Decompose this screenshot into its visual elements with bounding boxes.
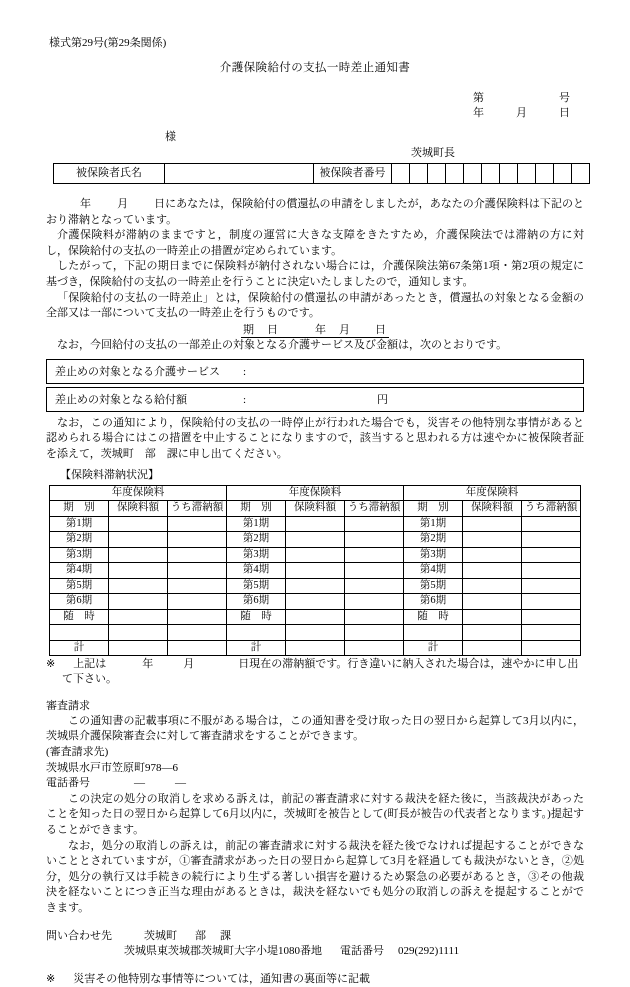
contact-dept: 部 bbox=[195, 929, 206, 942]
suspended-amount-box bbox=[46, 387, 584, 412]
suspended-service-box bbox=[46, 359, 584, 384]
arrears-amount-cell[interactable] bbox=[463, 532, 522, 548]
arrears-unpaid-cell[interactable] bbox=[522, 578, 581, 594]
note-star-mark: ※ bbox=[46, 658, 56, 671]
arrears-total-label: 計 bbox=[50, 640, 109, 656]
arrears-amount-cell[interactable] bbox=[463, 625, 522, 641]
arrears-period-label: 第5期 bbox=[404, 578, 463, 594]
table-row bbox=[50, 609, 581, 625]
suspended-service-colon: : bbox=[243, 365, 247, 378]
arrears-unpaid-cell[interactable] bbox=[522, 625, 581, 641]
deadline-line bbox=[46, 323, 584, 338]
insured-number-cell[interactable] bbox=[410, 164, 428, 184]
arrears-unpaid-cell[interactable] bbox=[168, 532, 227, 548]
arrears-unpaid-cell[interactable] bbox=[345, 609, 404, 625]
arrears-total-unpaid-cell[interactable] bbox=[522, 640, 581, 656]
arrears-unpaid-cell[interactable] bbox=[345, 625, 404, 641]
arrears-amount-cell[interactable] bbox=[463, 578, 522, 594]
arrears-period-label: 随 時 bbox=[404, 609, 463, 625]
suspended-amount-colon: : bbox=[243, 393, 247, 406]
issuer-name: 茨城町長 bbox=[411, 147, 455, 160]
arrears-amount-cell[interactable] bbox=[286, 594, 345, 610]
arrears-total-amount-cell[interactable] bbox=[286, 640, 345, 656]
arrears-amount-cell[interactable] bbox=[463, 547, 522, 563]
form-number: 様式第29号(第29条関係) bbox=[49, 37, 167, 49]
arrears-amount-cell[interactable] bbox=[109, 594, 168, 610]
arrears-period-label: 第6期 bbox=[50, 594, 109, 610]
arrears-period-label: 第1期 bbox=[404, 516, 463, 532]
addressee-suffix: 様 bbox=[165, 131, 176, 144]
arrears-period-label: 第1期 bbox=[50, 516, 109, 532]
p1-year: 年 bbox=[80, 198, 92, 211]
contact-line-2 bbox=[124, 944, 584, 959]
arrears-unpaid-cell[interactable] bbox=[168, 547, 227, 563]
arrears-unpaid-cell[interactable] bbox=[345, 516, 404, 532]
arrears-total-unpaid-cell[interactable] bbox=[168, 640, 227, 656]
appeal-heading: 審査請求 bbox=[46, 699, 90, 712]
arrears-unpaid-cell[interactable] bbox=[345, 547, 404, 563]
body-paragraph-5: なお，今回給付の支払の一部差止の対象となる介護サービス及び金額は，次のとおりです。 bbox=[57, 339, 508, 352]
arrears-period-label: 随 時 bbox=[227, 609, 286, 625]
arrears-amount-cell[interactable] bbox=[463, 609, 522, 625]
arrears-unpaid-cell[interactable] bbox=[168, 609, 227, 625]
arrears-amount-cell[interactable] bbox=[109, 563, 168, 579]
insured-number-cell[interactable] bbox=[446, 164, 464, 184]
arrears-col-unpaid: うち滞納額 bbox=[522, 501, 581, 517]
arrears-amount-cell[interactable] bbox=[286, 563, 345, 579]
note-prefix: 上記は bbox=[73, 658, 107, 671]
arrears-unpaid-cell[interactable] bbox=[168, 625, 227, 641]
table-row bbox=[50, 547, 581, 563]
arrears-amount-cell[interactable] bbox=[463, 594, 522, 610]
table-row-column-header bbox=[50, 501, 581, 517]
doc-date-day: 日 bbox=[559, 107, 570, 120]
arrears-col-period: 期 別 bbox=[227, 501, 286, 517]
arrears-amount-cell[interactable] bbox=[109, 532, 168, 548]
arrears-unpaid-cell[interactable] bbox=[168, 516, 227, 532]
contact-label: 問い合わせ先 bbox=[46, 929, 112, 942]
arrears-period-label: 第5期 bbox=[50, 578, 109, 594]
arrears-unpaid-cell[interactable] bbox=[168, 563, 227, 579]
doc-date-year: 年 bbox=[473, 107, 484, 120]
body-paragraph-3: したがって，下記の期日までに保険料が納付されない場合には，介護保険法第67条第1項・第2項の規定に基づき，保険給付の支払の一時差止を行うことに決定いたしましたので，通知します。 bbox=[46, 260, 584, 289]
arrears-unpaid-cell[interactable] bbox=[345, 563, 404, 579]
table-row-total bbox=[50, 640, 581, 656]
body-paragraph-1 bbox=[46, 197, 584, 228]
arrears-period-label[interactable] bbox=[50, 625, 109, 641]
addressee-row bbox=[46, 130, 584, 146]
arrears-table bbox=[49, 485, 581, 657]
arrears-period-label: 第2期 bbox=[404, 532, 463, 548]
arrears-total-label: 計 bbox=[404, 640, 463, 656]
arrears-period-label: 随 時 bbox=[50, 609, 109, 625]
arrears-period-label: 第1期 bbox=[227, 516, 286, 532]
arrears-period-label: 第3期 bbox=[404, 547, 463, 563]
arrears-section-title: 【保険料滞納状況】 bbox=[60, 468, 159, 481]
arrears-col-amount: 保険料額 bbox=[286, 501, 345, 517]
insured-person-table bbox=[53, 163, 590, 184]
arrears-unpaid-cell[interactable] bbox=[345, 594, 404, 610]
note-month: 月 bbox=[183, 658, 195, 671]
arrears-amount-cell[interactable] bbox=[109, 516, 168, 532]
arrears-amount-cell[interactable] bbox=[109, 609, 168, 625]
arrears-unpaid-cell[interactable] bbox=[168, 594, 227, 610]
document-date-row bbox=[46, 106, 584, 121]
insured-number-cell[interactable] bbox=[572, 164, 590, 184]
arrears-note-line2: て下さい。 bbox=[62, 673, 117, 686]
body-paragraph-4: 「保険給付の支払の一時差止」とは，保険給付の償還払の申請があったとき，償還払の対象となる金額の全部又は一部について支払の一時差止を行うものです。 bbox=[46, 291, 584, 320]
body-text-block bbox=[46, 197, 584, 354]
issuer-row bbox=[46, 146, 584, 161]
arrears-amount-cell[interactable] bbox=[286, 609, 345, 625]
doc-date-month: 月 bbox=[516, 107, 527, 120]
footer-note-text: 災害その他特別な事情等については，通知書の裏面等に記載 bbox=[73, 972, 370, 985]
arrears-total-label: 計 bbox=[227, 640, 286, 656]
arrears-amount-cell[interactable] bbox=[109, 547, 168, 563]
arrears-group-header: 年度保険料 bbox=[50, 485, 227, 501]
arrears-total-amount-cell[interactable] bbox=[463, 640, 522, 656]
insured-number-cell[interactable] bbox=[428, 164, 446, 184]
table-row bbox=[50, 578, 581, 594]
arrears-col-unpaid: うち滞納額 bbox=[168, 501, 227, 517]
appeal-destination-tel bbox=[46, 776, 584, 792]
insured-name-value[interactable] bbox=[165, 164, 314, 184]
suspended-amount-unit: 円 bbox=[377, 393, 388, 406]
p1-month: 月 bbox=[117, 198, 129, 211]
insured-number-cell[interactable] bbox=[554, 164, 572, 184]
arrears-note bbox=[46, 657, 584, 672]
appeal-destination-address: 茨城県水戸市笠原町978—6 bbox=[46, 761, 178, 774]
arrears-unpaid-cell[interactable] bbox=[345, 532, 404, 548]
body-paragraph-6: なお，この通知により，保険給付の支払の一時停止が行われた場合でも，災害その他特別な事情があると認められる場合にはこの措置を中止することになりますので，該当すると思われる方は速やかに被保険者証を添えて，茨城町 部 課に申し出てください。 bbox=[46, 416, 584, 460]
arrears-col-amount: 保険料額 bbox=[463, 501, 522, 517]
arrears-amount-cell[interactable] bbox=[286, 547, 345, 563]
arrears-amount-cell[interactable] bbox=[463, 516, 522, 532]
arrears-unpaid-cell[interactable] bbox=[522, 563, 581, 579]
arrears-unpaid-cell[interactable] bbox=[522, 516, 581, 532]
arrears-col-period: 期 別 bbox=[50, 501, 109, 517]
contact-line-1 bbox=[46, 929, 584, 944]
arrears-group-header: 年度保険料 bbox=[404, 485, 581, 501]
contact-tel-value: 029(292)1111 bbox=[398, 944, 460, 957]
insured-number-cell[interactable] bbox=[518, 164, 536, 184]
arrears-period-label: 第4期 bbox=[404, 563, 463, 579]
insured-number-cell[interactable] bbox=[482, 164, 500, 184]
doc-number-unit: 号 bbox=[559, 92, 570, 105]
insured-number-cell[interactable] bbox=[392, 164, 410, 184]
arrears-period-label: 第3期 bbox=[50, 547, 109, 563]
arrears-period-label: 第4期 bbox=[227, 563, 286, 579]
note-year: 年 bbox=[142, 658, 154, 671]
arrears-period-label: 第4期 bbox=[50, 563, 109, 579]
deadline-label: 期 日 年 月 日 bbox=[243, 323, 387, 336]
arrears-total-amount-cell[interactable] bbox=[109, 640, 168, 656]
body-paragraph-2: 介護保険料が滞納のままですと，制度の運営に大きな支障をきたすため，介護保険法では滞納の方に対し，保険給付の支払の一時差止の措置が定められています。 bbox=[46, 229, 584, 257]
table-row-group-header bbox=[50, 485, 581, 501]
document-title: 介護保険給付の支払一時差止通知書 bbox=[219, 62, 411, 75]
arrears-amount-cell[interactable] bbox=[109, 578, 168, 594]
arrears-amount-cell[interactable] bbox=[286, 625, 345, 641]
arrears-unpaid-cell[interactable] bbox=[522, 532, 581, 548]
arrears-period-label: 第6期 bbox=[227, 594, 286, 610]
table-row bbox=[50, 594, 581, 610]
appeal-paragraph-1: この通知書の記載事項に不服がある場合は，この通知書を受け取った日の翌日から起算して3月以内に，茨城県介護保険審査会に対して審査請求をすることができます。 bbox=[46, 714, 584, 743]
table-row bbox=[50, 563, 581, 579]
arrears-period-label[interactable] bbox=[404, 625, 463, 641]
footer-note bbox=[46, 972, 584, 987]
document-number-row bbox=[46, 91, 584, 106]
arrears-period-label: 第3期 bbox=[227, 547, 286, 563]
insured-number-label: 被保険者番号 bbox=[314, 164, 392, 184]
arrears-unpaid-cell[interactable] bbox=[168, 578, 227, 594]
table-row bbox=[54, 164, 590, 184]
insured-number-cell[interactable] bbox=[536, 164, 554, 184]
appeal-paragraph-3: なお，処分の取消しの訴えは，前記の審査請求に対する裁決を経た後でなければ提起することができないこととされていますが，①審査請求があった日の翌日から起算して3月を経過しても裁決がないとき，②処分，処分の執行又は手続きの続行により生ずる著しい損害を避けるため緊急の必要があるとき，③その他裁決を経ないことにつき正当な理由があるときは，裁決を経ないでも処分の取消しの訴えを提起することができます。 bbox=[46, 839, 584, 915]
appeal-destination-heading: (審査請求先) bbox=[46, 745, 109, 758]
tel-dash-1: — bbox=[134, 777, 145, 790]
arrears-amount-cell[interactable] bbox=[286, 532, 345, 548]
arrears-unpaid-cell[interactable] bbox=[522, 594, 581, 610]
suspended-service-label: 差止めの対象となる介護サービス bbox=[55, 365, 220, 378]
tel-label: 電話番号 bbox=[46, 777, 90, 790]
arrears-amount-cell[interactable] bbox=[463, 563, 522, 579]
tel-dash-2: — bbox=[175, 777, 186, 790]
insured-name-label: 被保険者氏名 bbox=[54, 164, 165, 184]
arrears-col-unpaid: うち滞納額 bbox=[345, 501, 404, 517]
arrears-unpaid-cell[interactable] bbox=[522, 547, 581, 563]
table-row bbox=[50, 516, 581, 532]
note-suffix: 日現在の滞納額です。行き違いに納入された場合は，速やかに申し出 bbox=[238, 658, 579, 671]
table-row-blank bbox=[50, 625, 581, 641]
table-row bbox=[50, 532, 581, 548]
arrears-group-header: 年度保険料 bbox=[227, 485, 404, 501]
arrears-col-period: 期 別 bbox=[404, 501, 463, 517]
arrears-amount-cell[interactable] bbox=[109, 625, 168, 641]
p1-text: 日にあなたは，保険給付の償還払の申請をしましたが，あなたの介護保険料は下記のとおり滞納となっています。 bbox=[46, 198, 584, 226]
arrears-period-label: 第2期 bbox=[50, 532, 109, 548]
contact-section-name: 課 bbox=[220, 929, 231, 942]
suspended-amount-label: 差止めの対象となる給付額 bbox=[55, 393, 187, 406]
insured-number-cell[interactable] bbox=[464, 164, 482, 184]
appeal-paragraph-2: この決定の処分の取消しを求める訴えは，前記の審査請求に対する裁決を経た後に，当該裁決があったことを知った日の翌日から起算して6月以内に，茨城町を被告として(町長が被告の代表者となります。)提起することができます。 bbox=[46, 792, 584, 836]
appeal-section bbox=[46, 699, 584, 917]
arrears-amount-cell[interactable] bbox=[286, 578, 345, 594]
doc-number-label: 第 bbox=[473, 92, 484, 105]
arrears-period-label: 第6期 bbox=[404, 594, 463, 610]
contact-address: 茨城県東茨城郡茨城町大字小堤1080番地 bbox=[124, 944, 322, 957]
contact-town: 茨城町 bbox=[144, 929, 177, 942]
insured-number-cell[interactable] bbox=[500, 164, 518, 184]
arrears-period-label[interactable] bbox=[227, 625, 286, 641]
arrears-col-amount: 保険料額 bbox=[109, 501, 168, 517]
footer-star-mark: ※ bbox=[46, 972, 56, 985]
arrears-period-label: 第5期 bbox=[227, 578, 286, 594]
arrears-unpaid-cell[interactable] bbox=[345, 578, 404, 594]
arrears-amount-cell[interactable] bbox=[286, 516, 345, 532]
arrears-unpaid-cell[interactable] bbox=[522, 609, 581, 625]
arrears-period-label: 第2期 bbox=[227, 532, 286, 548]
arrears-total-unpaid-cell[interactable] bbox=[345, 640, 404, 656]
contact-tel-label: 電話番号 bbox=[340, 944, 384, 957]
contact-section bbox=[46, 929, 584, 959]
